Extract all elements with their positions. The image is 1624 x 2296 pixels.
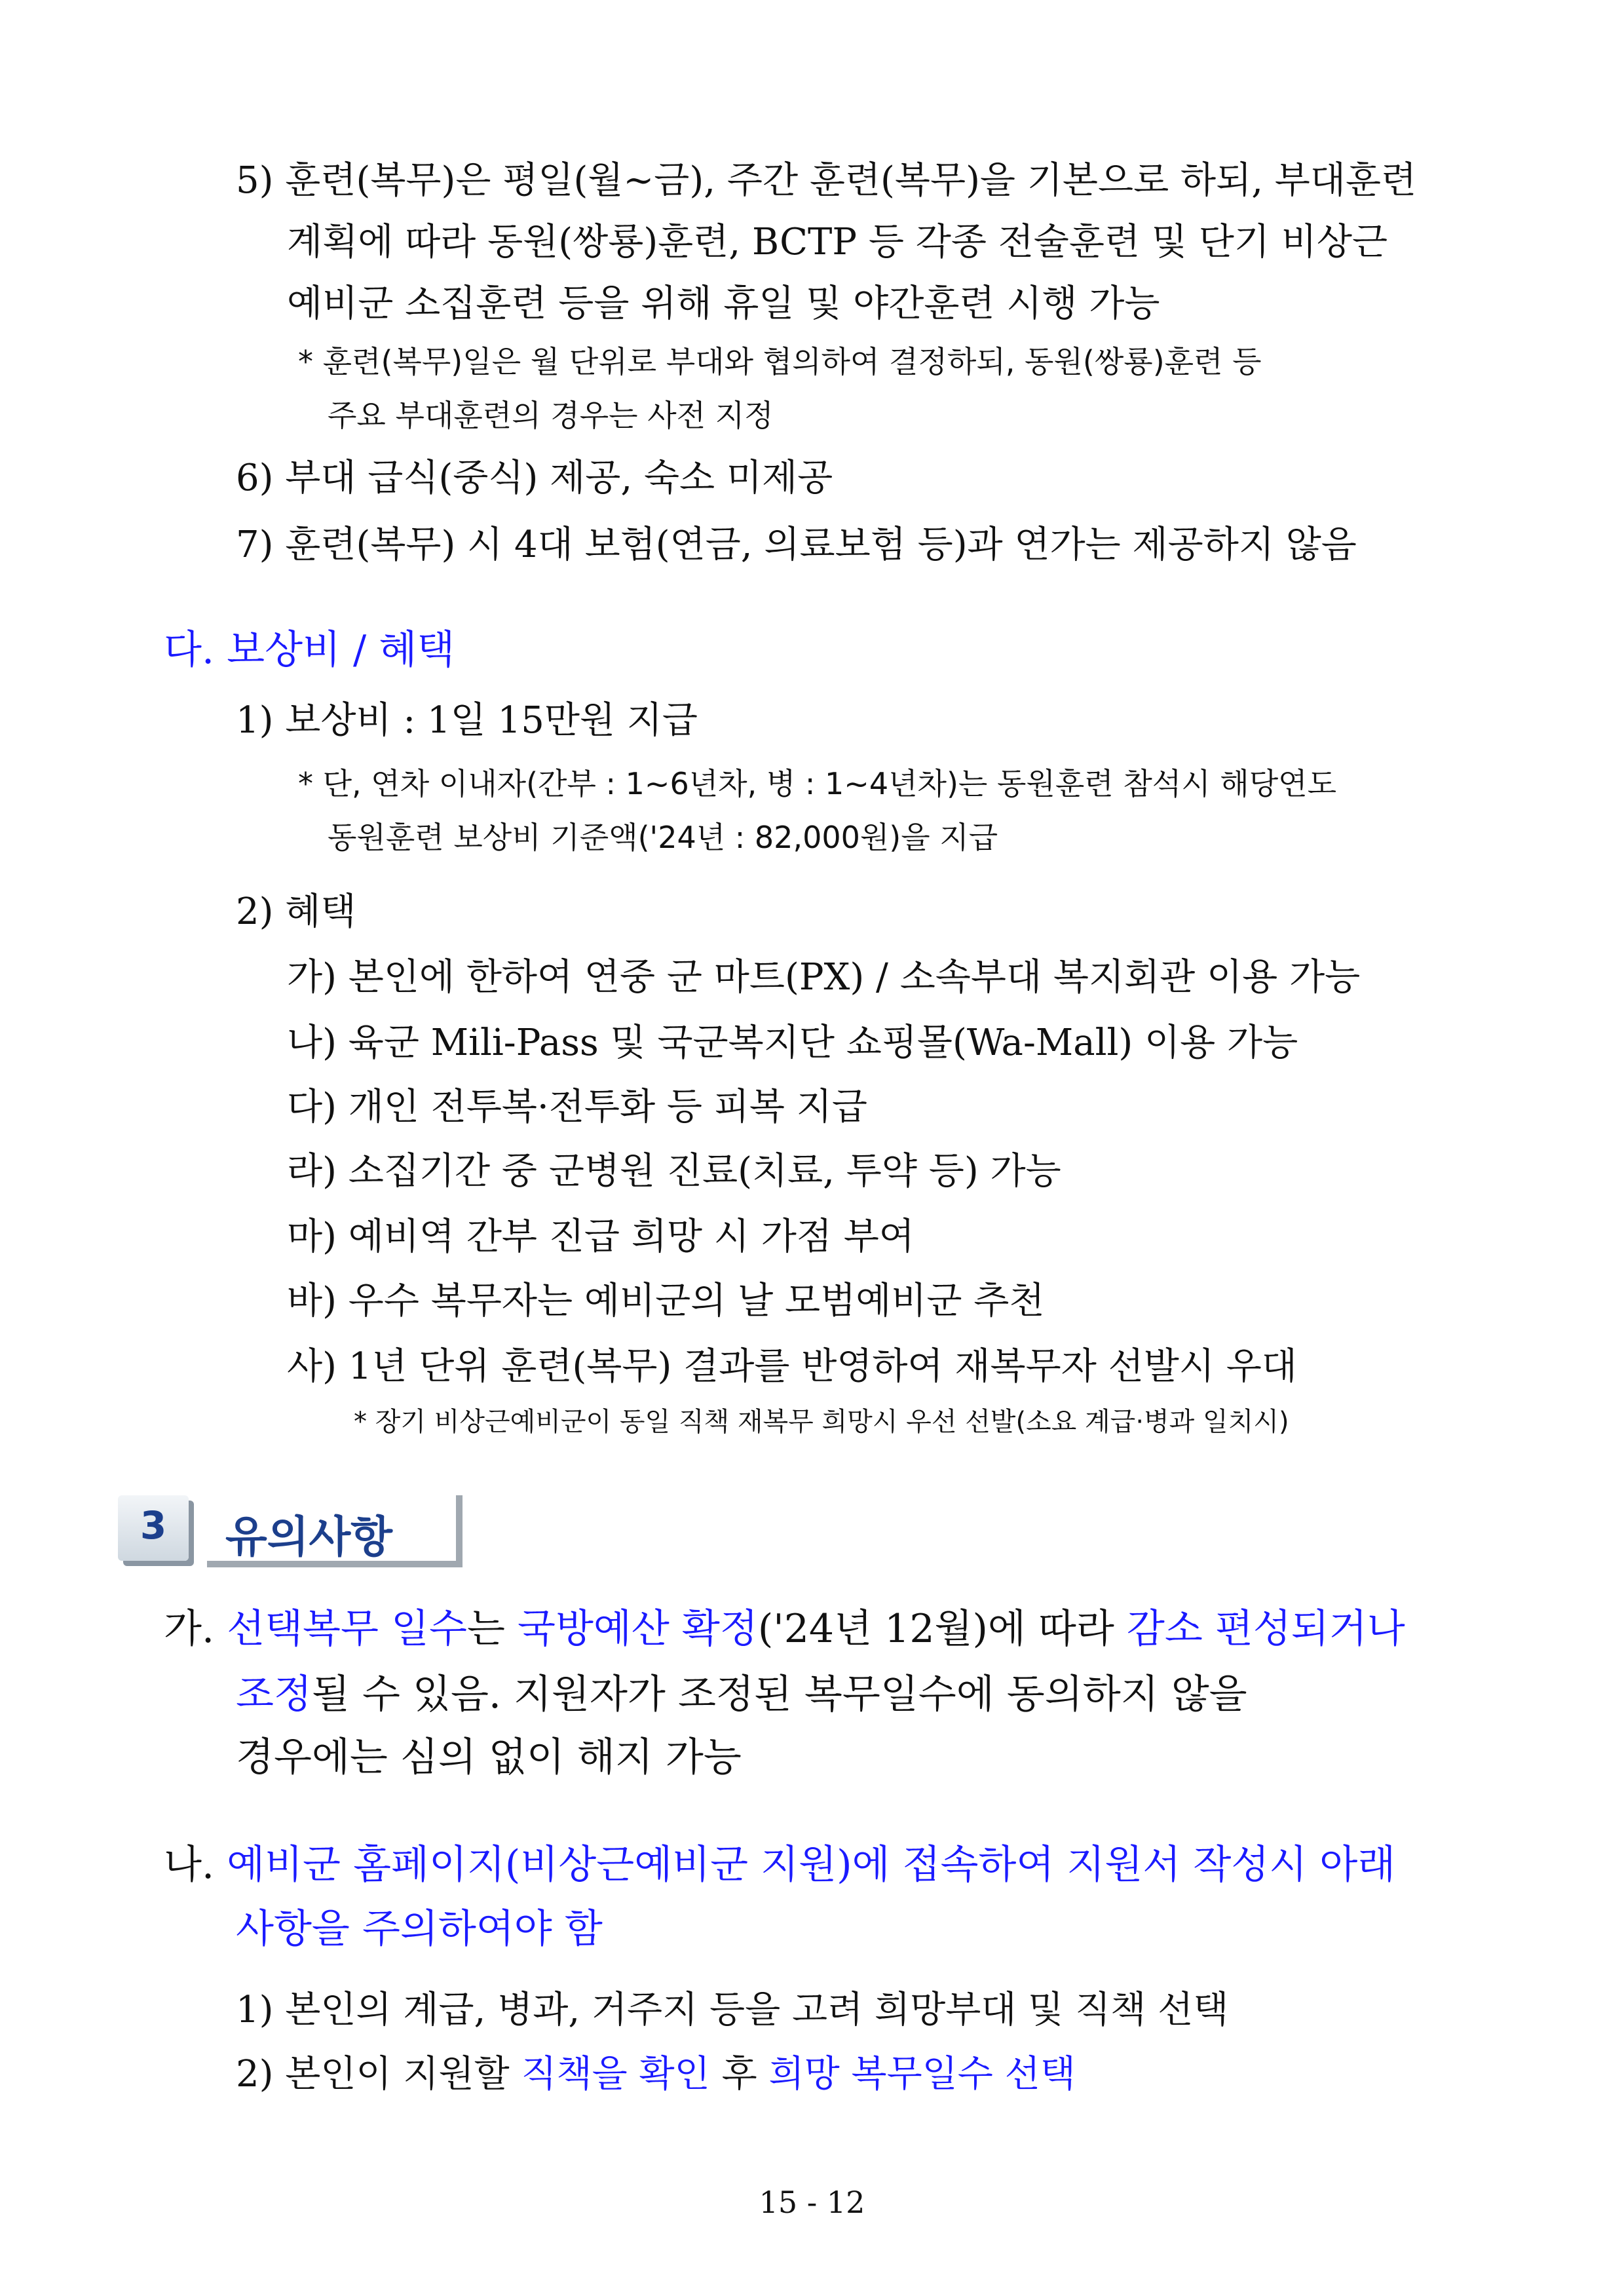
benefit-ba: 바) 우수 복무자는 예비군의 날 모범예비군 추천 [287,1280,1045,1322]
notice-na-item-2-highlight-2: 희망 복무일수 선택 [768,2053,1076,2095]
notice-ga-highlight-4: 조정 [236,1672,312,1717]
item-5-note-line-2: 주요 부대훈련의 경우는 사전 지정 [328,398,774,433]
notice-ga-prefix: 가. [164,1606,215,1652]
notice-na-item-1: 1) 본인의 계급, 병과, 거주지 등을 고려 희망부대 및 직책 선택 [236,1989,1229,2031]
notice-ga-highlight-1: 선택복무 일수 [227,1606,467,1652]
item-6: 6) 부대 급식(중식) 제공, 숙소 미제공 [236,457,833,499]
notice-na-line-1 [164,1839,1395,1891]
notice-ga-highlight-2: 국방예산 확정 [518,1606,758,1652]
section-title-box [207,1495,463,1567]
notice-na-highlight-1: 예비군 홈페이지(비상근예비군 지원)에 접속하여 지원서 작성시 아래 [227,1842,1396,1888]
benefit-ra: 라) 소집기간 중 군병원 진료(치료, 투약 등) 가능 [287,1150,1061,1193]
notice-ga-line-2 [236,1668,1247,1721]
benefit-ga: 가) 본인에 한하여 연중 군 마트(PX) / 소속부대 복지회관 이용 가능 [287,956,1361,999]
item-7: 7) 훈련(복무) 시 4대 보험(연금, 의료보험 등)과 연가는 제공하지 않음 [236,524,1357,566]
benefit-ma: 마) 예비역 간부 진급 희망 시 가점 부여 [287,1215,915,1258]
benefit-sa: 사) 1년 단위 훈련(복무) 결과를 반영하여 재복무자 선발시 우대 [287,1345,1297,1388]
notice-ga-line-1 [164,1603,1405,1655]
item-5-line-1: 5) 훈련(복무)은 평일(월~금), 주간 훈련(복무)을 기본으로 하되, 부대훈련 [236,159,1417,202]
notice-na-item-2-text-1: 2) 본인이 지원할 [236,2053,510,2095]
page-number: 15 - 12 [759,2185,865,2220]
item-5-line-2: 계획에 따라 동원(쌍룡)훈련, BCTP 등 각종 전술훈련 및 단기 비상근 [287,221,1388,263]
notice-ga-text-3: 될 수 있음. 지원자가 조정된 복무일수에 동의하지 않을 [311,1672,1247,1717]
compensation-note-line-2: 동원훈련 보상비 기준액('24년 : 82,000원)을 지급 [328,820,998,855]
item-5-note-line-1: * 훈련(복무)일은 월 단위로 부대와 협의하여 결정하되, 동원(쌍룡)훈련 등 [298,344,1262,379]
notice-ga-text-1: 는 [466,1606,505,1652]
section-compensation-heading: 다. 보상비 / 혜택 [164,627,455,673]
notice-ga-text-2: ('24년 12월)에 따라 [757,1606,1114,1652]
compensation-item: 1) 보상비 : 1일 15만원 지급 [236,699,698,742]
benefit-na: 나) 육군 Mili-Pass 및 국군복지단 쇼핑몰(Wa-Mall) 이용 가능 [287,1022,1298,1064]
benefit-item: 2) 혜택 [236,890,356,933]
benefit-sa-note: * 장기 비상근예비군이 동일 직책 재복무 희망시 우선 선발(소요 계급·병과 일치시) [354,1407,1289,1437]
section-number: 3 [140,1503,167,1548]
section-title: 유의사항 [225,1512,393,1562]
notice-na-item-2-text-2: 후 [721,2053,757,2095]
notice-na-item-2 [236,2051,1076,2098]
compensation-note-line-1: * 단, 연차 이내자(간부 : 1~6년차, 병 : 1~4년차)는 동원훈련 참석시 해당연도 [298,766,1337,801]
notice-na-prefix: 나. [164,1842,215,1888]
notice-ga-highlight-3: 감소 편성되거나 [1126,1606,1405,1652]
notice-ga-line-3: 경우에는 심의 없이 해지 가능 [236,1734,742,1780]
notice-na-line-2: 사항을 주의하여야 함 [236,1906,603,1952]
benefit-da: 다) 개인 전투복·전투화 등 피복 지급 [287,1086,867,1128]
section-number-badge [118,1495,189,1561]
item-5-line-3: 예비군 소집훈련 등을 위해 휴일 및 야간훈련 시행 가능 [287,282,1160,325]
notice-na-item-2-highlight-1: 직책을 확인 [521,2053,710,2095]
